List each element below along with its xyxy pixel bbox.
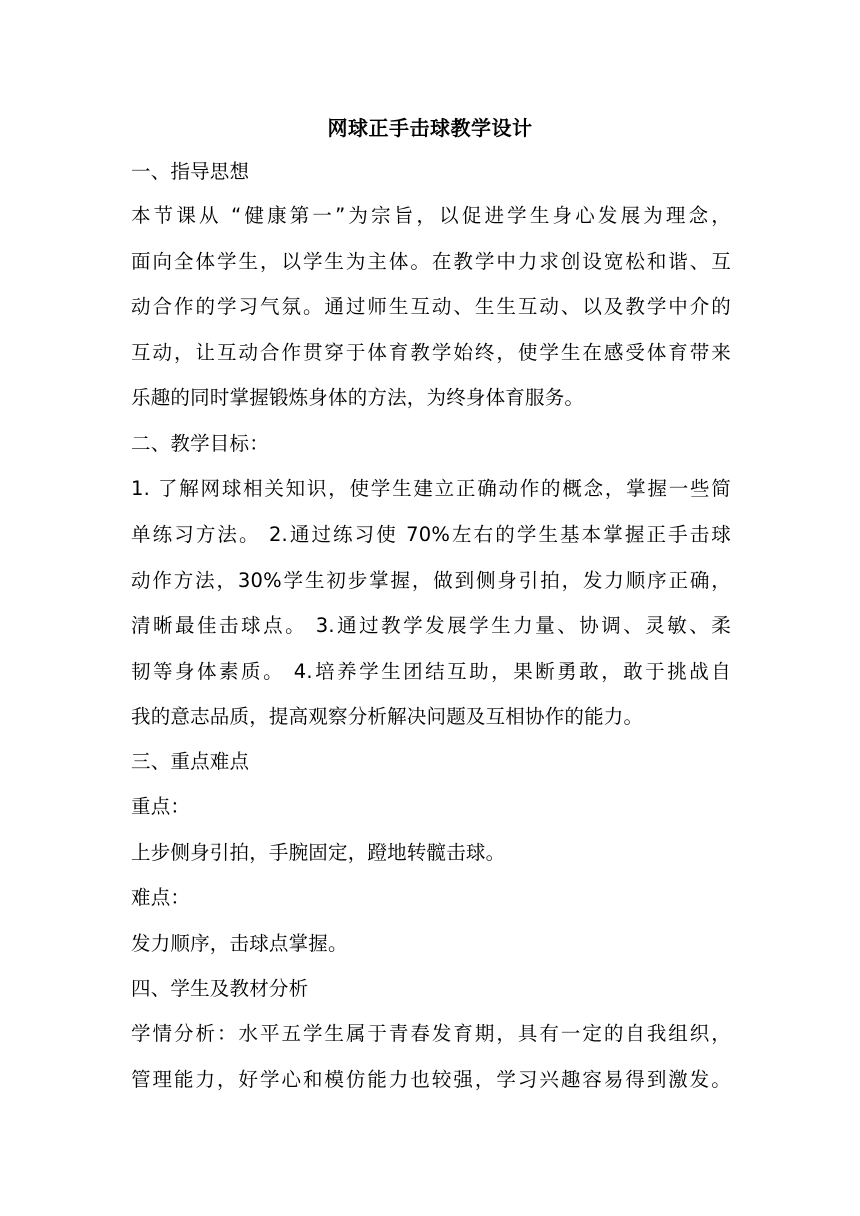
heading-guiding-ideology: 一、指导思想 <box>131 160 250 183</box>
paragraph-line: 学情分析：水平五学生属于青春发育期，具有一定的自我组织， <box>131 1022 731 1045</box>
paragraph-line: 清晰最佳击球点。 3.通过教学发展学生力量、协调、灵敏、柔 <box>131 614 731 637</box>
paragraph-line: 发力顺序，击球点掌握。 <box>131 932 348 955</box>
paragraph-line: 单练习方法。 2.通过练习使 70%左右的学生基本掌握正手击球 <box>131 523 731 546</box>
paragraph-line: 互动，让互动合作贯穿于体育教学始终，使学生在感受体育带来 <box>131 341 731 364</box>
paragraph-line: 本节课从 “健康第一”为宗旨，以促进学生身心发展为理念， <box>131 204 731 227</box>
paragraph-line: 我的意志品质，提高观察分析解决问题及互相协作的能力。 <box>131 705 644 728</box>
heading-student-material-analysis: 四、学生及教材分析 <box>131 977 309 1000</box>
subheading-key-points: 重点： <box>131 795 191 818</box>
heading-key-difficult-points: 三、重点难点 <box>131 750 250 773</box>
paragraph-line: 上步侧身引拍，手腕固定，蹬地转髋击球。 <box>131 841 506 864</box>
paragraph-line: 面向全体学生，以学生为主体。在教学中力求创设宽松和谐、互 <box>131 250 731 273</box>
heading-teaching-objectives: 二、教学目标： <box>131 432 269 455</box>
paragraph-line: 动合作的学习气氛。通过师生互动、生生互动、以及教学中介的 <box>131 295 731 318</box>
paragraph-line: 动作方法，30%学生初步掌握，做到侧身引拍，发力顺序正确， <box>131 569 731 592</box>
document-title: 网球正手击球教学设计 <box>327 116 533 140</box>
paragraph-line: 管理能力，好学心和模仿能力也较强，学习兴趣容易得到激发。 <box>131 1068 731 1091</box>
subheading-difficult-points: 难点： <box>131 886 191 909</box>
paragraph-line: 1. 了解网球相关知识，使学生建立正确动作的概念，掌握一些简 <box>131 477 731 500</box>
paragraph-line: 乐趣的同时掌握锻炼身体的方法，为终身体育服务。 <box>131 386 585 409</box>
paragraph-line: 韧等身体素质。 4.培养学生团结互助，果断勇敢，敢于挑战自 <box>131 660 731 683</box>
